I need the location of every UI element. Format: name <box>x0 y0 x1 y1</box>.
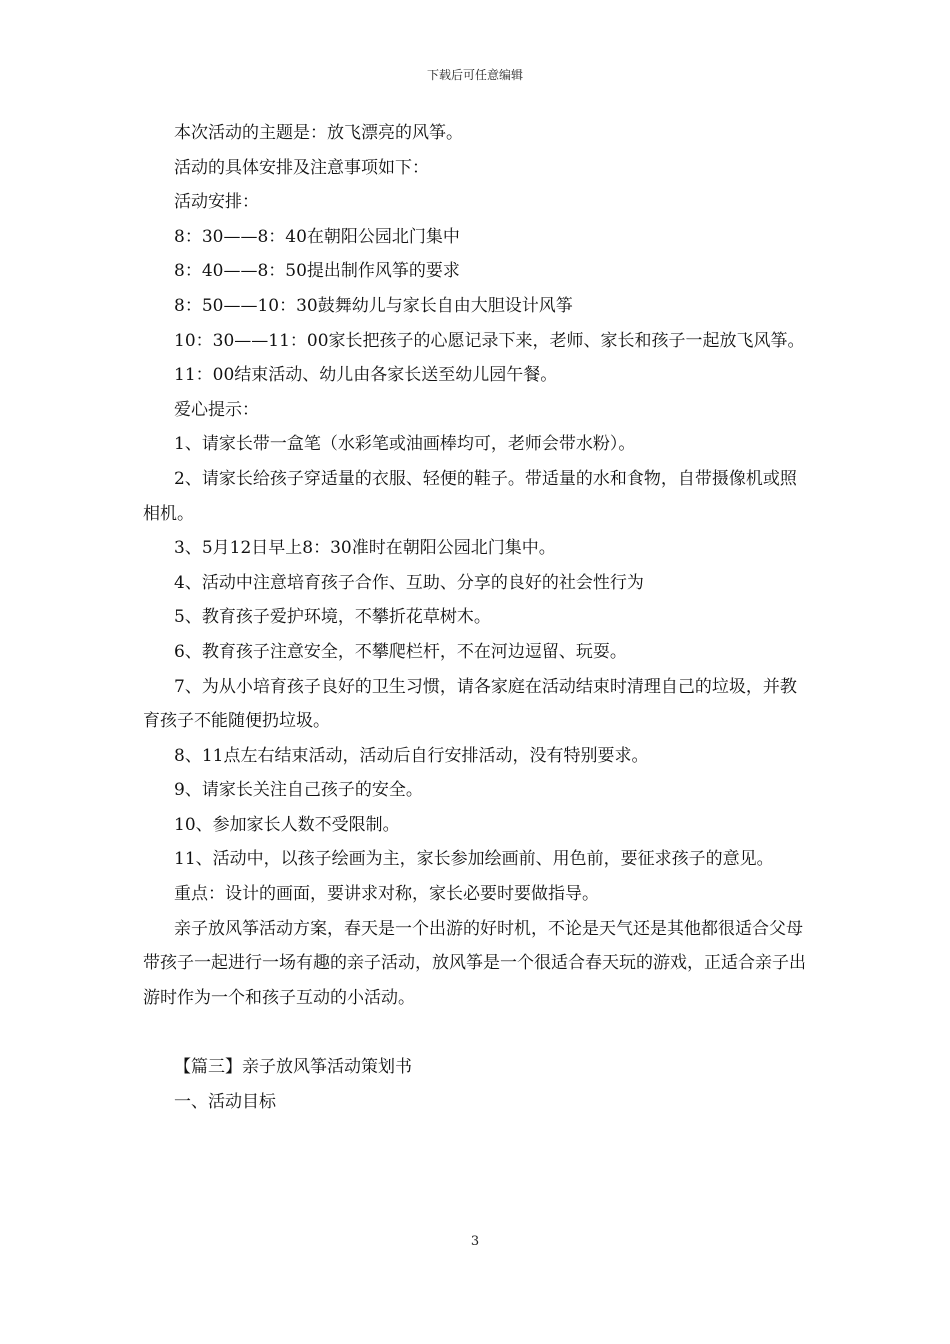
schedule-item: 10：30——11：00家长把孩子的心愿记录下来，老师、家长和孩子一起放飞风筝。 <box>174 330 805 351</box>
tip-item: 3、5月12日早上8：30准时在朝阳公园北门集中。 <box>174 538 556 559</box>
page-header: 下载后可任意编辑 <box>426 68 523 82</box>
tip-item: 1、请家长带一盒笔（水彩笔或油画棒均可，老师会带水粉）。 <box>174 434 636 455</box>
tip-item: 6、教育孩子注意安全，不攀爬栏杆，不在河边逗留、玩耍。 <box>174 641 627 662</box>
tip-item: 9、请家长关注自己孩子的安全。 <box>174 780 423 801</box>
paragraph: 爱心提示： <box>174 399 259 420</box>
section-subtitle: 一、活动目标 <box>174 1092 276 1113</box>
paragraph: 活动的具体安排及注意事项如下： <box>174 157 429 178</box>
tip-item: 4、活动中注意培育孩子合作、互助、分享的良好的社会性行为 <box>174 572 644 593</box>
paragraph: 本次活动的主题是：放飞漂亮的风筝。 <box>174 123 463 143</box>
tip-item: 5、教育孩子爱护环境，不攀折花草树木。 <box>174 607 491 628</box>
schedule-item: 8：40——8：50提出制作风筝的要求 <box>174 261 460 282</box>
page-number: 3 <box>470 1234 480 1249</box>
spacer <box>143 1015 809 1050</box>
document-body <box>143 116 809 1120</box>
tip-item: 7、为从小培育孩子良好的卫生习惯，请各家庭在活动结束时清理自己的垃圾，并教育孩子不能随便扔垃圾。 <box>143 676 797 732</box>
tip-item: 8、11点左右结束活动，活动后自行安排活动，没有特别要求。 <box>174 745 649 766</box>
paragraph: 活动安排： <box>174 192 259 213</box>
schedule-item: 8：30——8：40在朝阳公园北门集中 <box>174 226 460 247</box>
tip-item: 11、活动中，以孩子绘画为主，家长参加绘画前、用色前，要征求孩子的意见。 <box>174 849 774 870</box>
tip-item: 2、请家长给孩子穿适量的衣服、轻便的鞋子。带适量的水和食物，自带摄像机或照相机。 <box>143 468 797 524</box>
paragraph: 亲子放风筝活动方案，春天是一个出游的好时机，不论是天气还是其他都很适合父母带孩子一起进行一场有趣的亲子活动，放风筝是一个很适合春天玩的游戏，正适合亲子出游时作为一个和孩子互动的小活动。 <box>143 918 806 1008</box>
tip-item: 10、参加家长人数不受限制。 <box>174 814 400 835</box>
paragraph: 重点：设计的画面，要讲求对称，家长必要时要做指导。 <box>174 884 599 905</box>
section-title: 【篇三】亲子放风筝活动策划书 <box>174 1057 412 1078</box>
schedule-item: 11：00结束活动、幼儿由各家长送至幼儿园午餐。 <box>174 365 558 386</box>
schedule-item: 8：50——10：30鼓舞幼儿与家长自由大胆设计风筝 <box>174 295 573 316</box>
